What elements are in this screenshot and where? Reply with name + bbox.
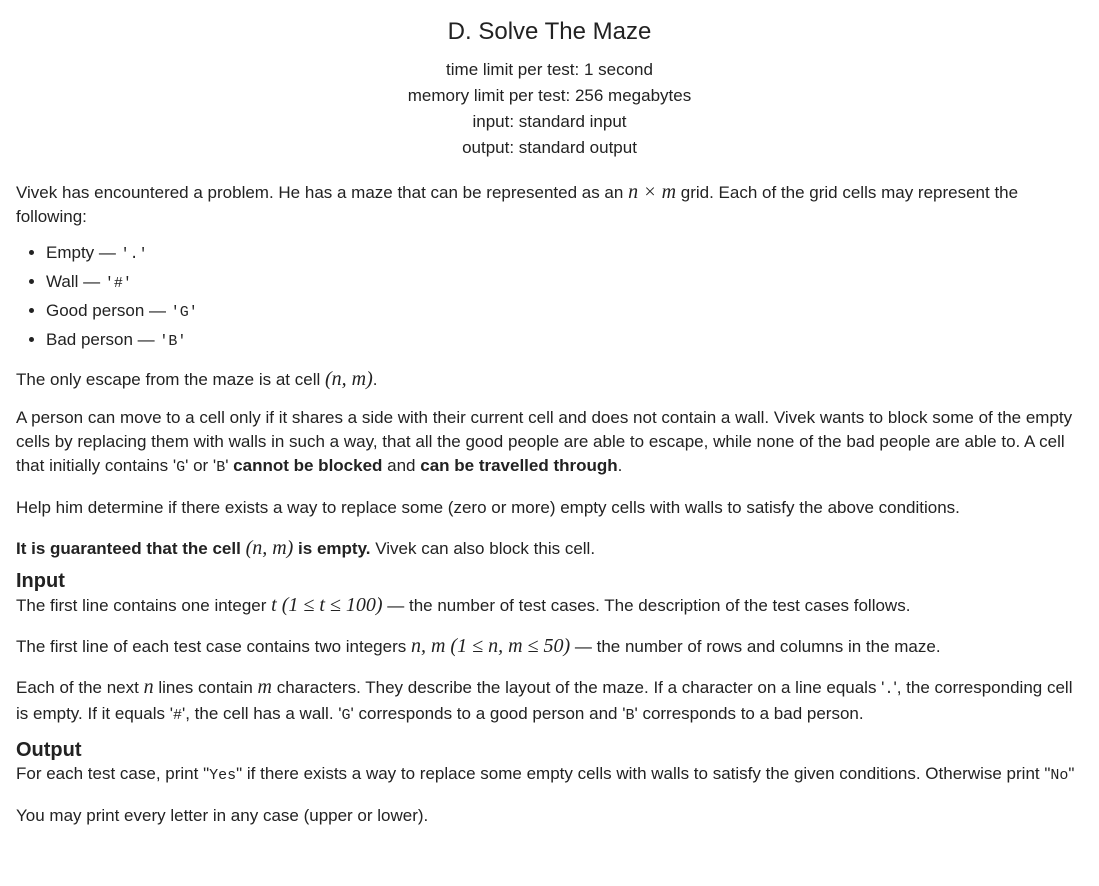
output-line-1: For each test case, print "Yes" if there exists a way to replace some empty cells with walls to satisfy the given conditions. Otherwise print "No" <box>16 764 1075 784</box>
problem-limits <box>16 57 1083 161</box>
statement-paragraph-3: A person can move to a cell only if it shares a side with their current cell and does not contain a wall. Vivek wants to block some of the empty cells by replacing them with walls in such a way, that all the good people are able to escape, while none of the bad people are able to. A cell that initially contains 'G' or 'B' cannot be blocked and can be travelled through. <box>16 408 1073 476</box>
list-item: • Empty — '.' <box>46 239 1083 268</box>
list-item: • Bad person — 'B' <box>46 326 1083 355</box>
input-line-1: The first line contains one integer t (1 ≤ t ≤ 100) — the number of test cases. The description of the test cases follows. <box>16 594 911 616</box>
input-spec: input: standard input <box>472 112 627 131</box>
output-line-2: You may print every letter in any case (upper or lower). <box>16 806 429 825</box>
output-section-title: Output <box>16 739 82 761</box>
list-item: • Wall — '#' <box>46 268 1083 297</box>
input-line-2: The first line of each test case contains two integers n, m (1 ≤ n, m ≤ 50) — the number of rows and columns in the maze. <box>16 635 941 657</box>
time-limit: time limit per test: 1 second <box>446 60 653 79</box>
input-line-3: Each of the next n lines contain m characters. They describe the layout of the maze. If a character on a line equals '.', the corresponding cell is empty. If it equals '#', the cell has a wall. 'G' corresponds to a good person and 'B' corresponds to a bad person. <box>16 676 1073 724</box>
output-spec: output: standard output <box>462 138 637 157</box>
statement-paragraph-4: Help him determine if there exists a way to replace some (zero or more) empty cells with walls to satisfy the above conditions. <box>16 498 960 517</box>
statement-paragraph-2: The only escape from the maze is at cell (n, m). <box>16 368 378 390</box>
memory-limit: memory limit per test: 256 megabytes <box>407 86 692 105</box>
cell-types-list <box>16 239 1083 355</box>
input-section-title: Input <box>16 570 65 592</box>
problem-title: D. Solve The Maze <box>447 18 652 45</box>
statement-paragraph-1: Vivek has encountered a problem. He has a maze that can be represented as an n × m grid. Each of the grid cells may represent the following: <box>16 181 1019 226</box>
list-item: • Good person — 'G' <box>46 297 1083 326</box>
math-n-times-m: n × m <box>628 181 677 203</box>
statement-paragraph-5: It is guaranteed that the cell (n, m) is empty. Vivek can also block this cell. <box>16 537 596 559</box>
